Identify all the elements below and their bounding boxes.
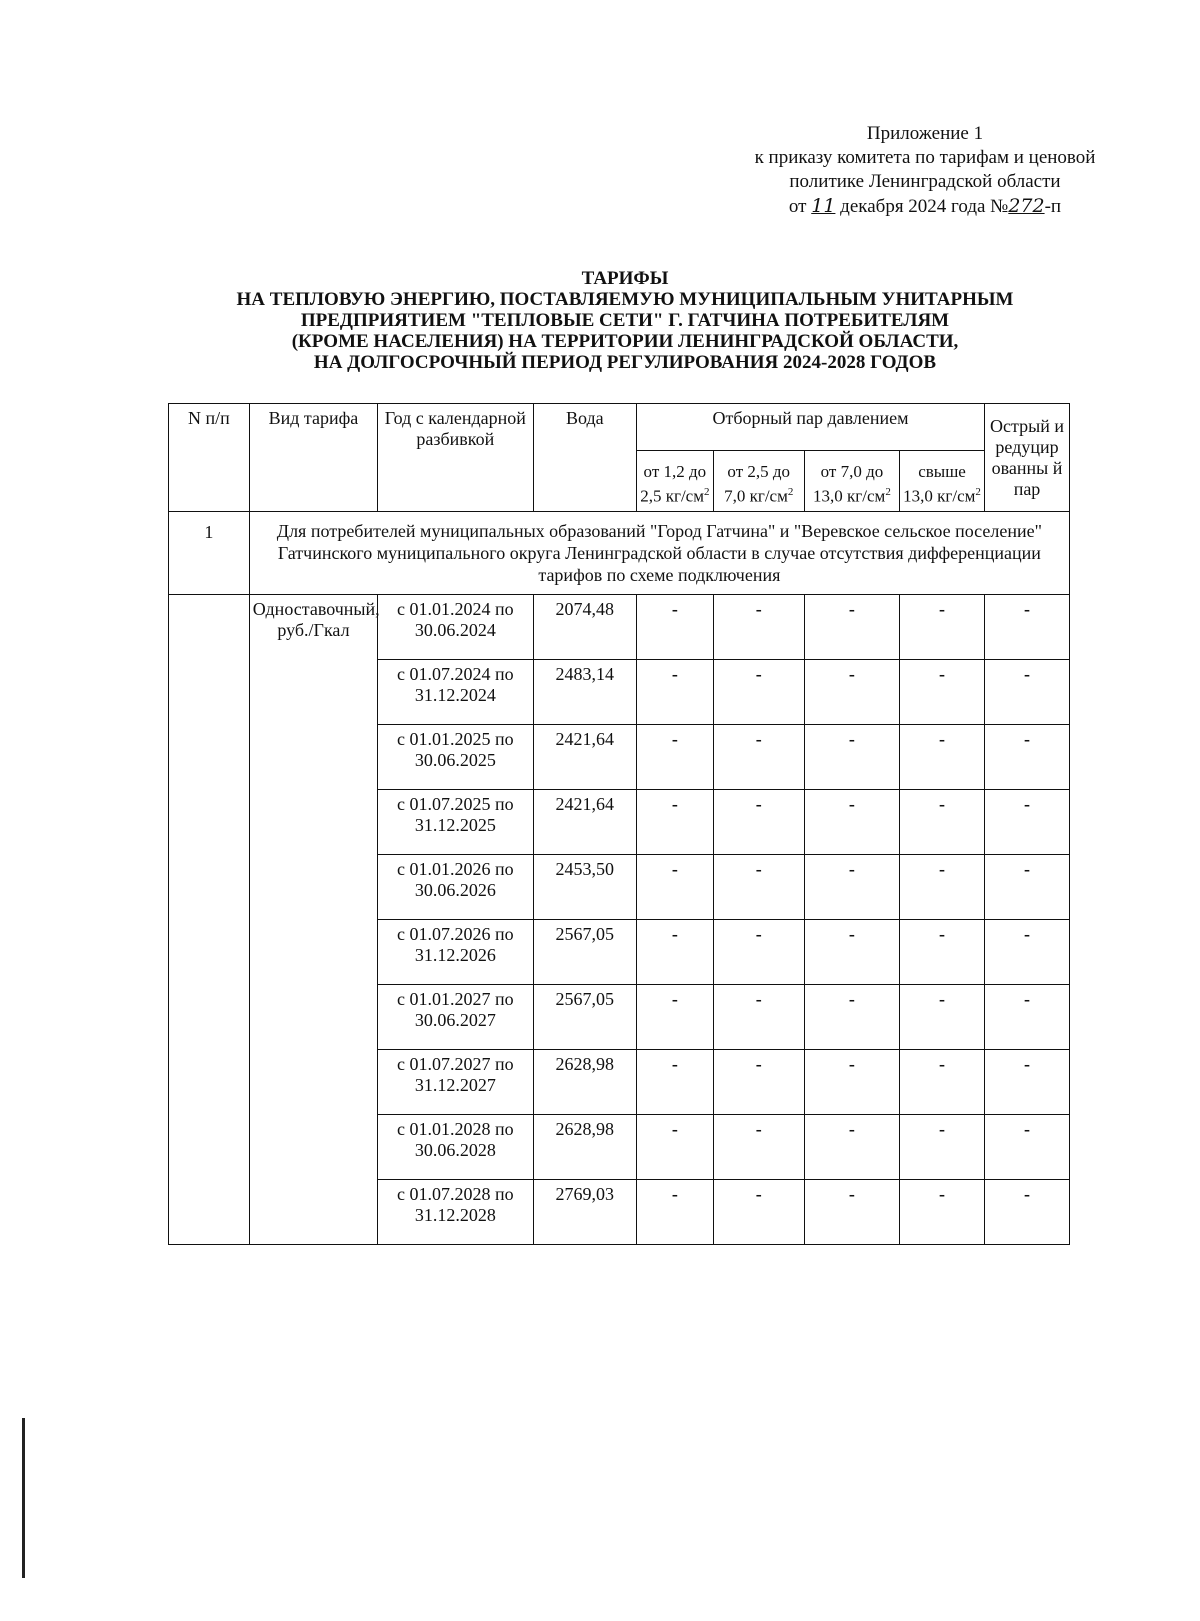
empty-value: -	[900, 1114, 985, 1179]
header-water: Вода	[533, 404, 637, 512]
empty-value: -	[637, 854, 714, 919]
period-cell: с 01.01.2025 по 30.06.2025	[378, 724, 533, 789]
header-steam-3: от 7,0 до 13,0 $кг/см^2$	[804, 451, 899, 512]
period-cell: с 01.07.2026 по 31.12.2026	[378, 919, 533, 984]
water-value: 2421,64	[533, 789, 637, 854]
tariff-type: Одноставочный, руб./Гкал	[249, 594, 377, 1244]
appendix-committee-line: политике Ленинградской области	[789, 171, 1061, 192]
empty-value: -	[985, 919, 1070, 984]
empty-value: -	[713, 1179, 804, 1244]
water-value: 2628,98	[533, 1049, 637, 1114]
empty-value: -	[900, 1049, 985, 1114]
appendix-order-line: к приказу комитета по тарифам и ценовой	[754, 147, 1096, 168]
empty-value: -	[637, 594, 714, 659]
period-cell: с 01.07.2025 по 31.12.2025	[378, 789, 533, 854]
group-description: Для потребителей муниципальных образований "Город Гатчина" и "Веревское сельское поселение" Гатчинского муниципального округа Ленинградской области в случае отсутствия дифференциации тарифов по схеме подключения	[249, 511, 1069, 594]
water-value: 2628,98	[533, 1114, 637, 1179]
period-cell: с 01.01.2026 по 30.06.2026	[378, 854, 533, 919]
empty-value: -	[637, 789, 714, 854]
empty-value: -	[637, 1114, 714, 1179]
period-cell: с 01.07.2024 по 31.12.2024	[378, 659, 533, 724]
water-value: 2567,05	[533, 984, 637, 1049]
empty-value: -	[713, 854, 804, 919]
empty-value: -	[637, 919, 714, 984]
empty-value: -	[985, 1049, 1070, 1114]
header-steam-2: от 2,5 до 7,0 $кг/см^2$	[713, 451, 804, 512]
document-title	[150, 268, 1100, 373]
empty-value: -	[713, 659, 804, 724]
empty-value: -	[900, 919, 985, 984]
period-cell: с 01.07.2028 по 31.12.2028	[378, 1179, 533, 1244]
empty-value: -	[804, 1049, 899, 1114]
appendix-block	[690, 122, 1160, 219]
empty-value: -	[637, 1049, 714, 1114]
empty-value: -	[713, 1114, 804, 1179]
empty-value: -	[985, 1114, 1070, 1179]
empty-value: -	[637, 724, 714, 789]
title-line-5: НА ДОЛГОСРОЧНЫЙ ПЕРИОД РЕГУЛИРОВАНИЯ 2024-2028 ГОДОВ	[313, 352, 937, 373]
empty-value: -	[985, 789, 1070, 854]
period-cell: с 01.01.2024 по 30.06.2024	[378, 594, 533, 659]
water-value: 2421,64	[533, 724, 637, 789]
empty-value: -	[637, 984, 714, 1049]
empty-value: -	[804, 594, 899, 659]
period-cell: с 01.07.2027 по 31.12.2027	[378, 1049, 533, 1114]
header-type: Вид тарифа	[249, 404, 377, 512]
empty-value: -	[713, 789, 804, 854]
empty-value: -	[804, 919, 899, 984]
title-line-3: ПРЕДПРИЯТИЕМ "ТЕПЛОВЫЕ СЕТИ" Г. ГАТЧИНА ПОТРЕБИТЕЛЯМ	[300, 310, 950, 331]
empty-value: -	[900, 984, 985, 1049]
empty-value: -	[713, 984, 804, 1049]
header-year: Год с календарной разбивкой	[378, 404, 533, 512]
empty-value: -	[804, 984, 899, 1049]
title-line-1: ТАРИФЫ	[581, 268, 669, 289]
empty-value: -	[900, 789, 985, 854]
period-cell: с 01.01.2027 по 30.06.2027	[378, 984, 533, 1049]
empty-value: -	[637, 659, 714, 724]
empty-value: -	[804, 659, 899, 724]
empty-value: -	[900, 1179, 985, 1244]
water-value: 2074,48	[533, 594, 637, 659]
scan-edge-line	[22, 1418, 25, 1578]
water-value: 2567,05	[533, 919, 637, 984]
empty-value: -	[804, 789, 899, 854]
date-month-year: декабря 2024 года №	[840, 196, 1009, 217]
empty-value: -	[985, 594, 1070, 659]
empty-value: -	[985, 724, 1070, 789]
water-value: 2483,14	[533, 659, 637, 724]
empty-value: -	[900, 724, 985, 789]
empty-value: -	[900, 659, 985, 724]
empty-value: -	[713, 594, 804, 659]
date-day: 11	[811, 195, 836, 217]
empty-value: -	[804, 1114, 899, 1179]
order-number: 272	[1008, 195, 1045, 217]
empty-value: -	[900, 594, 985, 659]
group-row	[169, 511, 1070, 594]
header-steam-4: свыше 13,0 $кг/см^2$	[900, 451, 985, 512]
appendix-date-line	[690, 194, 1160, 219]
empty-value: -	[900, 854, 985, 919]
date-prefix: от	[788, 196, 807, 217]
title-line-4: (КРОМЕ НАСЕЛЕНИЯ) НА ТЕРРИТОРИИ ЛЕНИНГРАДСКОЙ ОБЛАСТИ,	[291, 331, 959, 352]
empty-value: -	[713, 1049, 804, 1114]
water-value: 2769,03	[533, 1179, 637, 1244]
empty-value: -	[985, 1179, 1070, 1244]
empty-value: -	[713, 724, 804, 789]
empty-value: -	[985, 854, 1070, 919]
empty-value: -	[637, 1179, 714, 1244]
header-sharp-steam: Острый и редуцир ованны й пар	[985, 404, 1070, 512]
empty-value: -	[713, 919, 804, 984]
row-number-empty	[169, 594, 250, 1244]
water-value: 2453,50	[533, 854, 637, 919]
appendix-title: Приложение 1	[866, 123, 984, 144]
header-row	[169, 404, 1070, 451]
empty-value: -	[985, 984, 1070, 1049]
empty-value: -	[804, 854, 899, 919]
tariff-table	[168, 403, 1070, 1245]
empty-value: -	[985, 659, 1070, 724]
table-row	[169, 594, 1070, 659]
header-steam-1: от 1,2 до 2,5 $кг/см^2$	[637, 451, 714, 512]
header-num: N п/п	[169, 404, 250, 512]
empty-value: -	[804, 1179, 899, 1244]
period-cell: с 01.01.2028 по 30.06.2028	[378, 1114, 533, 1179]
empty-value: -	[804, 724, 899, 789]
group-number: 1	[169, 511, 250, 594]
title-line-2: НА ТЕПЛОВУЮ ЭНЕРГИЮ, ПОСТАВЛЯЕМУЮ МУНИЦИПАЛЬНЫМ УНИТАРНЫМ	[236, 289, 1014, 310]
order-suffix: -п	[1044, 196, 1062, 217]
header-steam-group: Отборный пар давлением	[637, 404, 985, 451]
